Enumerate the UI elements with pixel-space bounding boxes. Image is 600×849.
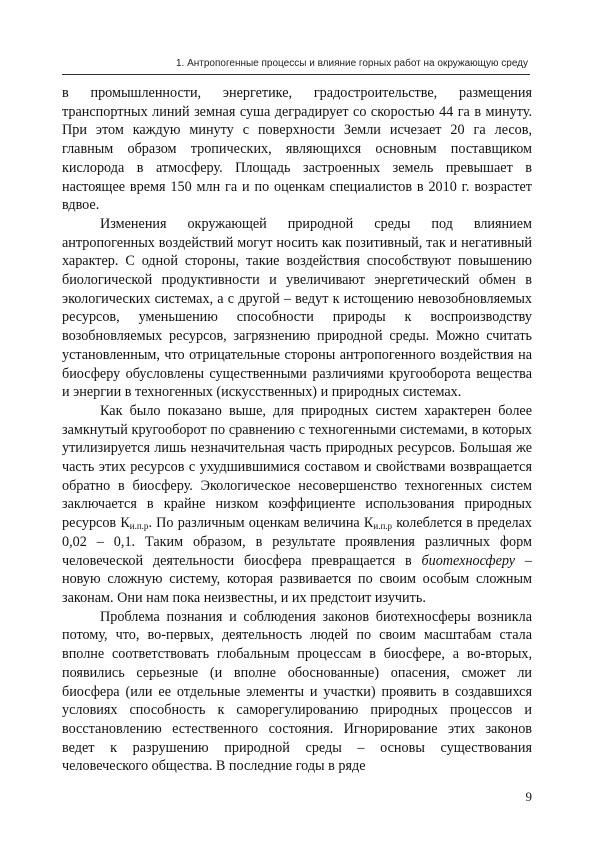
paragraph-3-text-d: – новую сложную систему, которая развивается по своим особым сложным законам. Они нам пока неизвестны, и их предстоит изучить. [62,552,533,606]
coefficient-subscript: и.п.р [373,521,393,532]
paragraph-3 [62,402,532,608]
paragraph-1: в промышленности, энергетике, градостроительстве, размещения транспортных линий земная суша деградирует со скоростью 44 га в минуту. При этом каждую минуту с поверхности Земли исчезает 20 га лесов, главным образом тропических, являющихся основным поставщиком кислорода в атмосферу. Площадь застроенных земель превышает в настоящее время 150 млн га и по оценкам специалистов в 2010 г. возрастет вдвое. [62,85,532,214]
paragraph-3-text-b: . По различным оценкам величина К [148,515,374,532]
page-number: 9 [525,789,532,804]
running-head: 1. Антропогенные процессы и влияние горных работ на окружающую среду [175,58,528,69]
paragraph-3-text-c: колеблется в пределах 0,02 – 0,1. Таким образом, в результате проявления различных форм человеческой деятельности биосфера превращается в [62,515,532,569]
header-rule [62,74,530,75]
paragraph-2: Изменения окружающей природной среды под влиянием антропогенных воздействий могут носить как позитивный, так и негативный характер. С одной стороны, такие воздействия способствуют повышению биологической продуктивности и увеличивают энергетический обмен в экологических системах, а с другой – ведут к истощению невозобновляемых ресурсов, уменьшению способности природы к воспроизводству возобновляемых ресурсов, загрязнению природной среды. Можно считать установленным, что отрицательные стороны антропогенного воздействия на биосферу обусловлены существенными различиями кругооборота вещества и энергии в техногенных (искусственных) и природных системах. [62,215,532,401]
coefficient-subscript: и.п.р [129,521,149,532]
body-text [62,84,532,776]
paragraph-3-text-a: Как было показано выше, для природных систем характерен более замкнутый кругооборот по сравнению с техногенными системами, в которых утилизируется лишь незначительная часть природных ресурсов. Большая же часть этих ресурсов с ухудшившимися составом и свойствами возвращается обратно в биосферу. Экологическое несовершенство техногенных систем заключается в крайне низком коэффициенте использования природных ресурсов К [62,402,532,532]
paragraph-4: Проблема познания и соблюдения законов биотехносферы возникла потому, что, во-первых, деятельность людей по своим масштабам стала вполне соответствовать глобальным процессам в биосфере, а во-вторых, появились серьезные (и вполне обоснованные) опасения, сможет ли биосфера (или ее отдельные элементы и участки) проявить в создавшихся условиях способность к саморегулированию природных процессов и восстановлению естественного состояния. Игнорирование этих законов ведет к разрушению природной среды – основы существования человеческого общества. В последние годы в ряде [62,608,532,775]
emphasized-term: биотехносферу [421,552,516,569]
